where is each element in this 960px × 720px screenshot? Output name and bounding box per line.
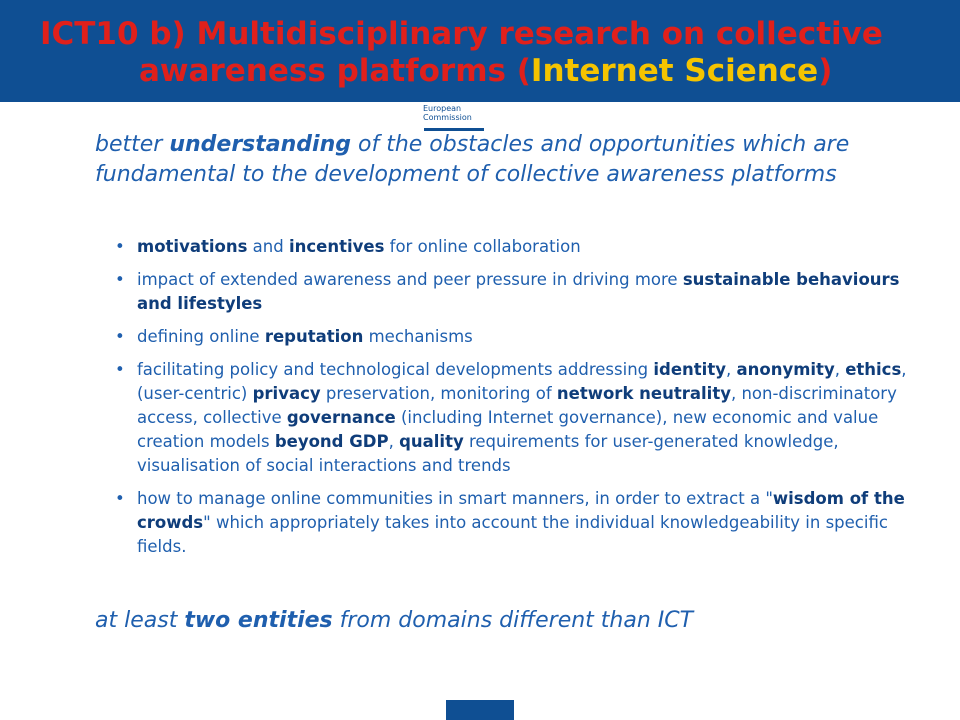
bullet-keyword: reputation <box>264 327 364 346</box>
bullet-text: , (user-centric) <box>137 360 907 403</box>
bullet-text: , non-discriminatory access, collective <box>137 384 897 427</box>
title-line-1: ICT10 b) Multidisciplinary research on collective <box>40 16 883 52</box>
bullet-keyword: ethics <box>845 360 902 379</box>
bullet-keyword: privacy <box>252 384 321 403</box>
closing-emphasis: two entities <box>184 608 333 633</box>
title-highlight: Internet Science <box>530 53 819 89</box>
bullet-keyword: wisdom of the crowds <box>137 489 905 532</box>
bullet-text: mechanisms <box>363 327 473 346</box>
bullet-text: preservation, monitoring of <box>320 384 557 403</box>
logo-line-2: Commission <box>423 113 472 122</box>
bullet-keyword: quality <box>399 432 464 451</box>
intro-c: of the obstacles and opportunities which are fundamental to the development of collective awareness platforms <box>95 132 850 187</box>
title-line-2 <box>40 53 940 90</box>
bullet-item <box>115 358 925 478</box>
bullet-dot: • <box>115 360 125 379</box>
bullet-text: how to manage online communities in smart manners, in order to extract a " <box>137 489 773 508</box>
slide-title <box>40 16 940 90</box>
closing-c: from domains different than ICT <box>332 608 694 633</box>
bullet-dot: • <box>115 270 125 289</box>
intro-a: better <box>95 132 170 157</box>
bullet-keyword: incentives <box>288 237 385 256</box>
logo-line-1: European <box>423 104 462 113</box>
header-bar <box>0 0 960 102</box>
bullet-text: , <box>388 432 400 451</box>
bullet-keyword: identity <box>653 360 726 379</box>
bullet-text: facilitating policy and technological developments addressing <box>137 360 654 379</box>
bullet-list <box>115 235 925 568</box>
intro-text <box>95 130 895 190</box>
bullet-text: , <box>834 360 846 379</box>
bullet-item <box>115 325 925 349</box>
bullet-keyword: sustainable behaviours and lifestyles <box>137 270 900 313</box>
bullet-text: for online collaboration <box>384 237 581 256</box>
bullet-keyword: governance <box>286 408 396 427</box>
bullet-keyword: anonymity <box>736 360 835 379</box>
bullet-text: impact of extended awareness and peer pressure in driving more <box>137 270 683 289</box>
bullet-text: , <box>725 360 737 379</box>
bullet-item <box>115 235 925 259</box>
bullet-text: defining online <box>137 327 265 346</box>
intro-emphasis: understanding <box>169 132 351 157</box>
bullet-dot: • <box>115 489 125 508</box>
closing-text <box>95 606 895 636</box>
bullet-keyword: network neutrality <box>556 384 731 403</box>
bullet-keyword: motivations <box>137 237 248 256</box>
eu-flag-block <box>446 700 514 720</box>
title-close-paren: ) <box>818 53 833 89</box>
closing-a: at least <box>95 608 185 633</box>
bullet-dot: • <box>115 327 125 346</box>
bullet-text: (including Internet governance), new economic and value creation models <box>137 408 879 451</box>
title-line-2-text: awareness platforms ( <box>139 53 531 89</box>
bullet-text: requirements for user-generated knowledge, visualisation of social interactions and trends <box>137 432 839 475</box>
bullet-text: " which appropriately takes into account the individual knowledgeability in specific fields. <box>137 513 888 556</box>
bullet-keyword: beyond GDP <box>274 432 389 451</box>
bullet-item <box>115 487 925 559</box>
bullet-dot: • <box>115 237 125 256</box>
bullet-item <box>115 268 925 316</box>
bullet-text: and <box>247 237 289 256</box>
